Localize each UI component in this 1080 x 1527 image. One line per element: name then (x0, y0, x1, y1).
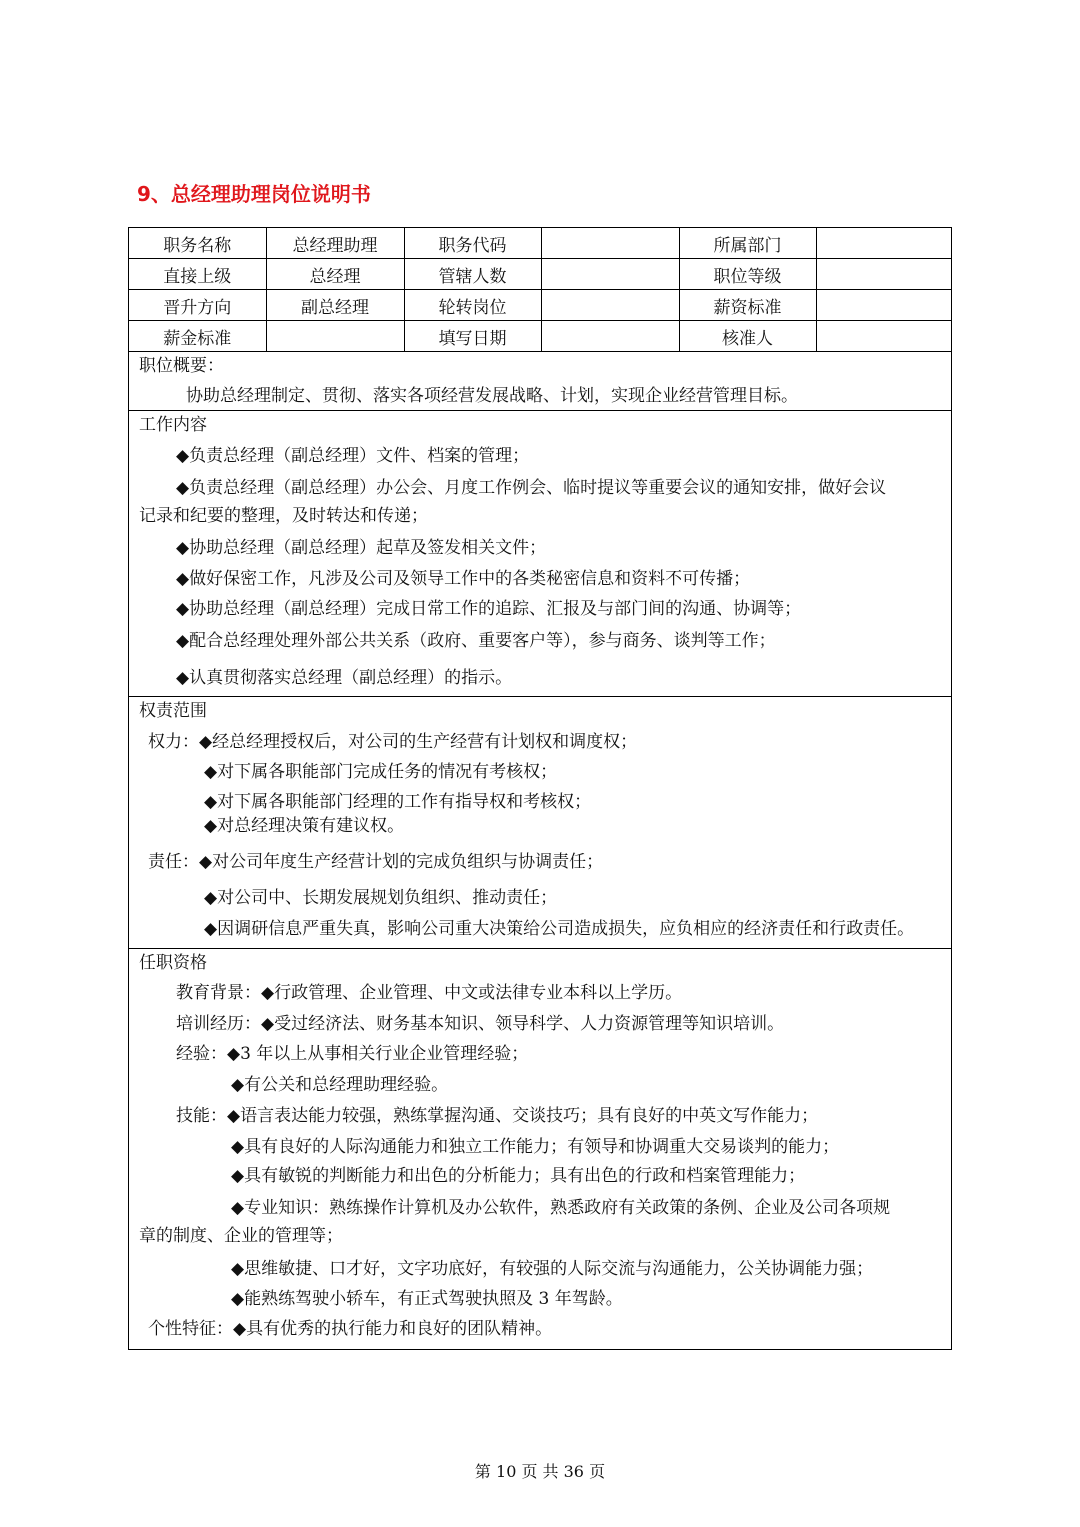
table-cell: 职位等级 (679, 259, 816, 290)
job-description-form (128, 227, 952, 1350)
list-item: ◆协助总经理（副总经理）起草及签发相关文件； (176, 538, 547, 558)
table-row (129, 290, 951, 321)
list-item: ◆因调研信息严重失真，影响公司重大决策给公司造成损失，应负相应的经济责任和行政责任。 (204, 919, 915, 939)
table-row (129, 228, 951, 259)
table-cell (266, 321, 404, 352)
table-cell: 总经理助理 (266, 228, 404, 259)
list-item: ◆专业知识：熟练操作计算机及办公软件，熟悉政府有关政策的条例、企业及公司各项规 (231, 1198, 891, 1218)
authority-section (129, 697, 951, 949)
table-cell (816, 228, 951, 259)
list-item: ◆能熟练驾驶小轿车，有正式驾驶执照及 3 年驾龄。 (231, 1289, 623, 1309)
table-cell: 直接上级 (129, 259, 266, 290)
table-row (129, 321, 951, 352)
page-footer: 第 10 页 共 36 页 (474, 1462, 606, 1481)
list-item: ◆对下属各职能部门经理的工作有指导权和考核权； (204, 792, 592, 812)
list-item: 培训经历：◆受过经济法、财务基本知识、领导科学、人力资源管理等知识培训。 (176, 1014, 785, 1034)
list-item: 个性特征：◆具有优秀的执行能力和良好的团队精神。 (148, 1319, 553, 1339)
table-cell (816, 290, 951, 321)
qualification-section (129, 949, 951, 1349)
list-item: ◆做好保密工作，凡涉及公司及领导工作中的各类秘密信息和资料不可传播； (176, 569, 751, 589)
table-cell (541, 321, 679, 352)
list-item: 责任：◆对公司年度生产经营计划的完成负组织与协调责任； (148, 852, 604, 872)
overview-text: 协助总经理制定、贯彻、落实各项经营发展战略、计划，实现企业经营管理目标。 (186, 386, 798, 406)
table-cell (541, 290, 679, 321)
table-cell: 职务名称 (129, 228, 266, 259)
table-cell (541, 228, 679, 259)
table-cell (541, 259, 679, 290)
document-title: 9、总经理助理岗位说明书 (137, 182, 371, 206)
work-content-section (129, 411, 951, 697)
table-cell: 所属部门 (679, 228, 816, 259)
list-item: ◆协助总经理（副总经理）完成日常工作的追踪、汇报及与部门间的沟通、协调等； (176, 599, 802, 619)
job-info-table (129, 228, 951, 352)
overview-section (129, 352, 951, 411)
list-item: 记录和纪要的整理，及时转达和传递； (139, 506, 428, 526)
table-cell: 管辖人数 (404, 259, 541, 290)
list-item: ◆对公司中、长期发展规划负组织、推动责任； (204, 888, 558, 908)
qualification-heading: 任职资格 (139, 953, 207, 973)
table-cell: 副总经理 (266, 290, 404, 321)
list-item: ◆具有良好的人际沟通能力和独立工作能力；有领导和协调重大交易谈判的能力； (231, 1137, 840, 1157)
list-item: 教育背景：◆行政管理、企业管理、中文或法律专业本科以上学历。 (176, 983, 683, 1003)
table-cell: 核准人 (679, 321, 816, 352)
list-item: ◆具有敏锐的判断能力和出色的分析能力；具有出色的行政和档案管理能力； (231, 1166, 806, 1186)
table-cell: 填写日期 (404, 321, 541, 352)
list-item: 权力：◆经总经理授权后，对公司的生产经营有计划权和调度权； (148, 732, 638, 752)
list-item: ◆认真贯彻落实总经理（副总经理）的指示。 (176, 668, 513, 688)
list-item: ◆配合总经理处理外部公共关系（政府、重要客户等），参与商务、谈判等工作； (176, 631, 776, 651)
list-item: ◆有公关和总经理助理经验。 (231, 1075, 449, 1095)
list-item: ◆负责总经理（副总经理）文件、档案的管理； (176, 446, 530, 466)
table-cell: 薪资标准 (679, 290, 816, 321)
list-item: ◆负责总经理（副总经理）办公会、月度工作例会、临时提议等重要会议的通知安排，做好会议 (176, 478, 887, 498)
table-cell: 职务代码 (404, 228, 541, 259)
table-cell: 总经理 (266, 259, 404, 290)
list-item: 章的制度、企业的管理等； (139, 1226, 343, 1246)
work-heading: 工作内容 (139, 415, 207, 435)
list-item: ◆思维敏捷、口才好，文字功底好，有较强的人际交流与沟通能力，公关协调能力强； (231, 1259, 874, 1279)
overview-heading: 职位概要： (139, 356, 224, 376)
list-item: ◆对下属各职能部门完成任务的情况有考核权； (204, 762, 558, 782)
table-row (129, 259, 951, 290)
table-cell (816, 321, 951, 352)
list-item: 经验：◆3 年以上从事相关行业企业管理经验； (176, 1044, 529, 1064)
list-item: 技能：◆语言表达能力较强，熟练掌握沟通、交谈技巧；具有良好的中英文写作能力； (176, 1106, 819, 1126)
list-item: ◆对总经理决策有建议权。 (204, 816, 405, 836)
table-cell: 晋升方向 (129, 290, 266, 321)
table-cell: 薪金标准 (129, 321, 266, 352)
authority-heading: 权责范围 (139, 701, 207, 721)
table-cell: 轮转岗位 (404, 290, 541, 321)
table-cell (816, 259, 951, 290)
